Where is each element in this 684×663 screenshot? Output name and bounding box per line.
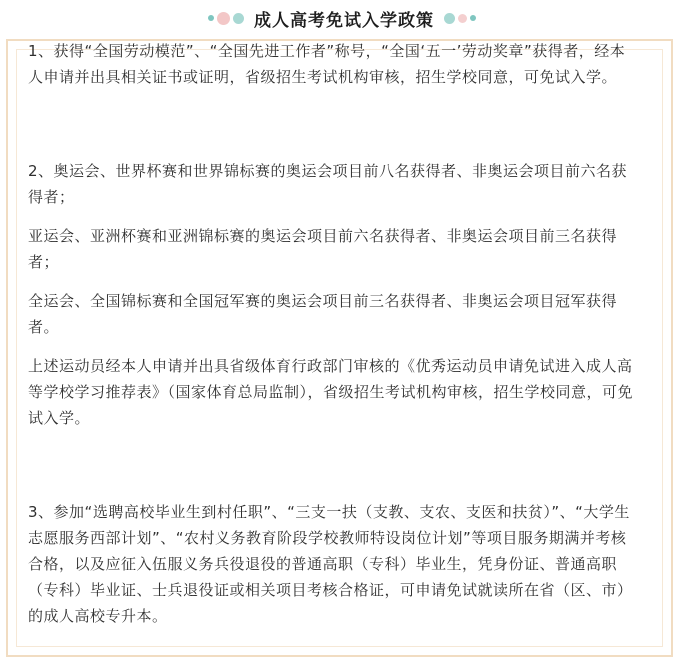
policy-paragraph-3: 亚运会、亚洲杯赛和亚洲锦标赛的奥运会项目前六名获得者、非奥运会项目前三名获得者； (28, 227, 618, 271)
right-decoration (444, 13, 476, 24)
dot-icon (208, 15, 214, 21)
left-decoration (208, 12, 244, 25)
policy-paragraph-6: 3、参加“选聘高校毕业生到村任职”、“三支一扶（支教、支农、支医和扶贫）”、“大学生志愿服务西部计划”、“农村义务教育阶段学校教师特设岗位计划”等项目服务期满并考核合格，以及应征入伍服义务兵役退役的普通高职（专科）毕业生，凭身份证、普通高职（专科）毕业证、士兵退役证或相关项目考核合格证，可申请免试就读所在省（区、市）的成人高校专升本。 (28, 503, 633, 625)
policy-paragraph-2: 2、奥运会、世界杯赛和世界锦标赛的奥运会项目前八名获得者、非奥运会项目前六名获得者； (28, 162, 628, 206)
policy-paragraph-5: 上述运动员经本人申请并出具省级体育行政部门审核的《优秀运动员申请免试进入成人高等学校学习推荐表》（国家体育总局监制），省级招生考试机构审核，招生学校同意，可免试入学。 (28, 357, 634, 427)
dot-icon (458, 14, 467, 23)
dot-icon (233, 13, 244, 24)
dot-icon (217, 12, 230, 25)
policy-content (28, 38, 638, 629)
dot-icon (444, 13, 455, 24)
policy-paragraph-4: 全运会、全国锦标赛和全国冠军赛的奥运会项目前三名获得者、非奥运会项目冠军获得者。 (28, 292, 618, 336)
page-title: 成人高考免试入学政策 (254, 10, 434, 31)
dot-icon (470, 15, 476, 21)
section-header (0, 0, 684, 36)
policy-paragraph-1: 1、获得“全国劳动模范”、“全国先进工作者”称号，“全国‘五一’劳动奖章”获得者，经本人申请并出具相关证书或证明，省级招生考试机构审核，招生学校同意，可免试入学。 (28, 42, 626, 86)
